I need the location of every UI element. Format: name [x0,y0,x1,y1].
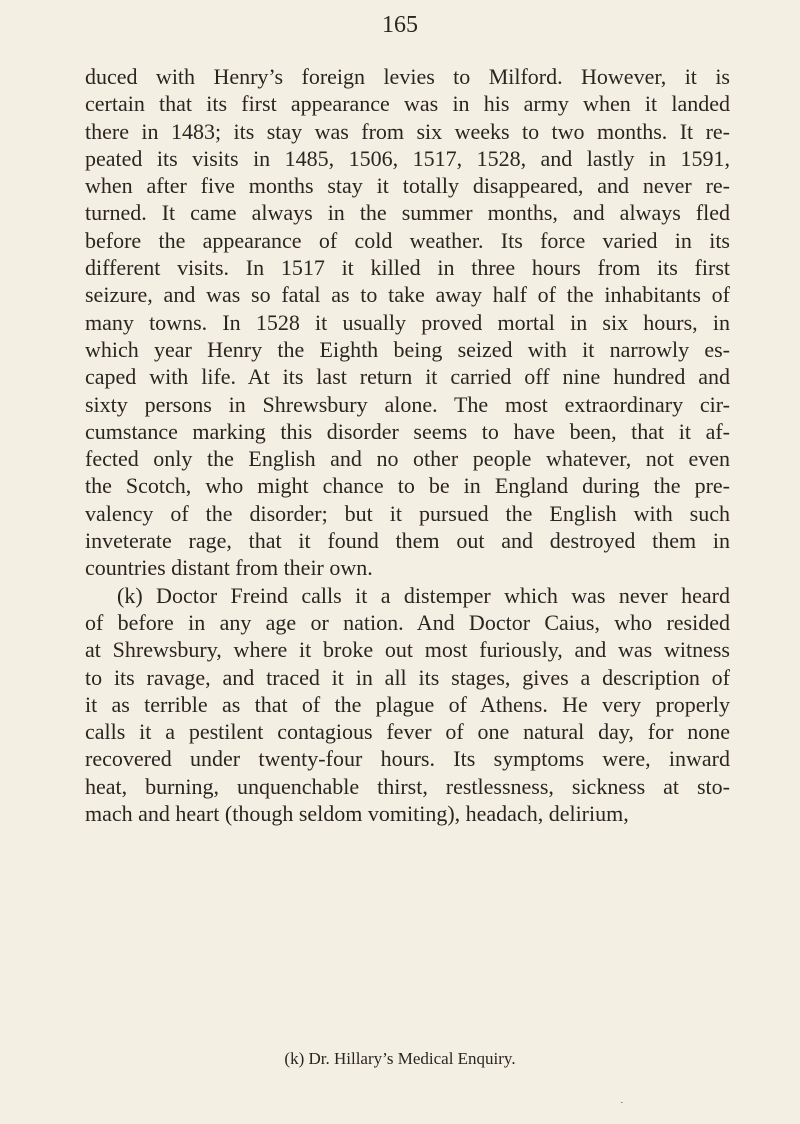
text-line: seizure, and was so fatal as to take away half of the inhabitants of [85,282,730,308]
text-line: sixty persons in Shrewsbury alone. The most extraordinary cir- [85,391,730,417]
text-line: there in 1483; its stay was from six weeks to two months. It re- [85,118,730,144]
text-line: peated its visits in 1485, 1506, 1517, 1528, and lastly in 1591, [85,145,730,171]
text-line: countries distant from their own. [85,555,373,581]
text-line: before the appearance of cold weather. Its force varied in its [85,227,730,253]
text-line: duced with Henry’s foreign levies to Milford. However, it is [85,64,730,89]
text-line: fected only the English and no other people whatever, not even [85,446,730,472]
text-line: (k) Doctor Freind calls it a distemper which was never heard [117,582,730,608]
text-line: recovered under twenty-four hours. Its symptoms were, inward [85,746,730,772]
text-line: the Scotch, who might chance to be in England during the pre- [85,473,730,499]
text-line: valency of the disorder; but it pursued the English with such [85,500,730,526]
text-line: certain that its first appearance was in his army when it landed [85,91,730,117]
text-line: calls it a pestilent contagious fever of one natural day, for none [85,719,730,745]
page-number: 165 [382,12,418,38]
footnote: (k) Dr. Hillary’s Medical Enquiry. [284,1049,516,1068]
text-line: at Shrewsbury, where it broke out most furiously, and was witness [85,637,730,663]
text-line: to its ravage, and traced it in all its stages, gives a description of [85,664,730,690]
text-line: heat, burning, unquenchable thirst, restlessness, sickness at sto- [85,773,730,799]
text-line: turned. It came always in the summer months, and always fled [85,200,730,226]
body-text [85,63,730,827]
ink-speck: · [620,1097,624,1109]
text-line: mach and heart (though seldom vomiting), headach, delirium, [85,801,629,827]
text-line: many towns. In 1528 it usually proved mortal in six hours, in [85,309,730,335]
text-line: different visits. In 1517 it killed in three hours from its first [85,255,730,281]
text-line: inveterate rage, that it found them out and destroyed them in [85,528,730,554]
text-line: cumstance marking this disorder seems to have been, that it af- [85,418,730,444]
text-line: of before in any age or nation. And Doctor Caius, who resided [85,609,730,635]
text-line: which year Henry the Eighth being seized with it narrowly es- [85,336,730,362]
text-line: caped with life. At its last return it carried off nine hundred and [85,364,730,390]
text-line: when after five months stay it totally disappeared, and never re- [85,173,730,199]
text-line: it as terrible as that of the plague of Athens. He very properly [85,691,730,717]
